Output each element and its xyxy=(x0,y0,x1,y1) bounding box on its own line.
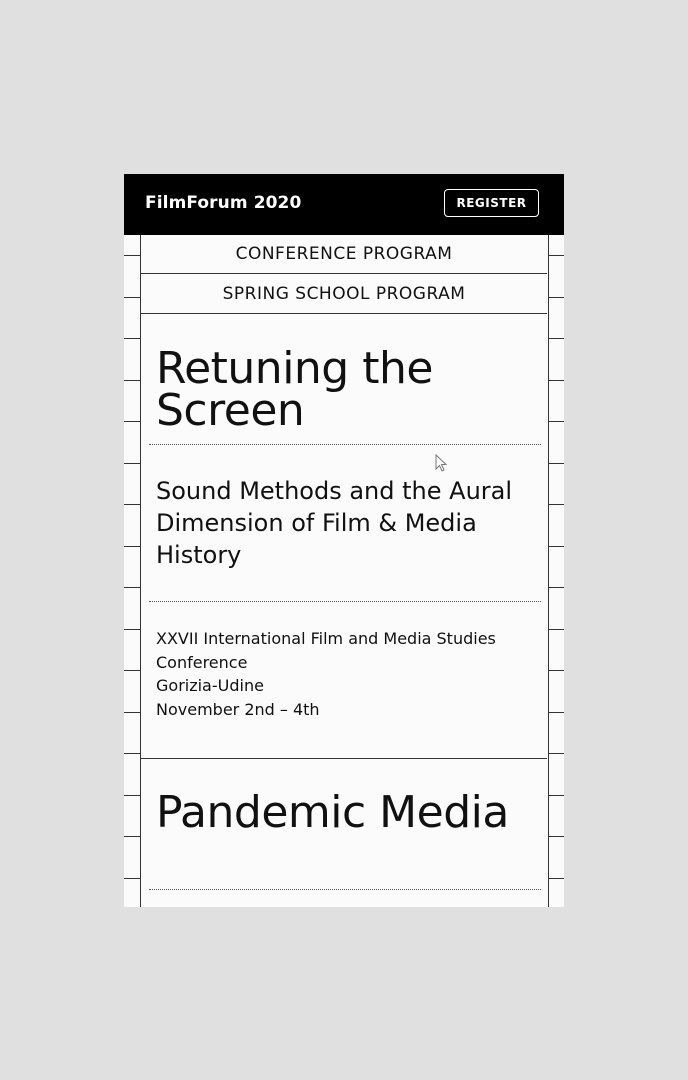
event-subtitle: Sound Methods and the Aural Dimension of Film & Media History xyxy=(156,477,513,569)
rail-tick xyxy=(549,795,564,796)
main-content xyxy=(141,235,547,907)
rail-tick xyxy=(124,878,140,879)
rail-tick xyxy=(124,587,140,588)
rail-tick xyxy=(124,297,140,298)
rail-tick xyxy=(549,878,564,879)
rail-tick xyxy=(124,380,140,381)
rail-tick xyxy=(549,546,564,547)
brand-logo[interactable]: FilmForum 2020 xyxy=(145,193,302,213)
rail-tick xyxy=(124,255,140,256)
film-rail-right xyxy=(548,235,564,907)
film-rail-left xyxy=(124,235,141,907)
dotted-divider xyxy=(149,601,541,602)
mouse-pointer-icon xyxy=(435,454,449,474)
rail-tick xyxy=(124,836,140,837)
rail-tick xyxy=(124,629,140,630)
event-info-line: XXVII International Film and Media Studies xyxy=(156,629,496,648)
rail-tick xyxy=(549,297,564,298)
dotted-divider xyxy=(149,889,541,890)
phone-viewport xyxy=(124,174,564,907)
event-info-line: Conference xyxy=(156,652,248,672)
rail-tick xyxy=(124,712,140,713)
dotted-divider xyxy=(149,444,541,445)
nav-spring-school-program[interactable]: SPRING SCHOOL PROGRAM xyxy=(141,274,547,314)
rail-tick xyxy=(549,463,564,464)
rail-tick xyxy=(549,421,564,422)
rail-tick xyxy=(549,380,564,381)
rail-tick xyxy=(124,753,140,754)
rail-tick xyxy=(549,670,564,671)
rail-tick xyxy=(124,504,140,505)
rail-tick xyxy=(549,753,564,754)
rail-tick xyxy=(549,587,564,588)
rail-tick xyxy=(124,546,140,547)
rail-tick xyxy=(549,629,564,630)
rail-tick xyxy=(124,338,140,339)
top-bar xyxy=(124,174,564,235)
section-divider xyxy=(141,758,547,759)
rail-tick xyxy=(549,712,564,713)
rail-tick xyxy=(124,795,140,796)
rail-tick xyxy=(549,836,564,837)
rail-tick xyxy=(549,255,564,256)
nav-conference-program[interactable]: CONFERENCE PROGRAM xyxy=(141,235,547,274)
event-info-line: Gorizia-Udine xyxy=(156,676,264,695)
event-title[interactable]: Retuning the Screen xyxy=(156,343,433,436)
rail-tick xyxy=(549,338,564,339)
event-info xyxy=(156,627,541,721)
rail-tick xyxy=(549,504,564,505)
event-title[interactable]: Pandemic Media xyxy=(156,787,509,838)
event-info-line: November 2nd – 4th xyxy=(156,699,320,719)
rail-tick xyxy=(124,463,140,464)
rail-tick xyxy=(124,421,140,422)
rail-tick xyxy=(124,670,140,671)
register-button[interactable]: REGISTER xyxy=(444,189,539,217)
